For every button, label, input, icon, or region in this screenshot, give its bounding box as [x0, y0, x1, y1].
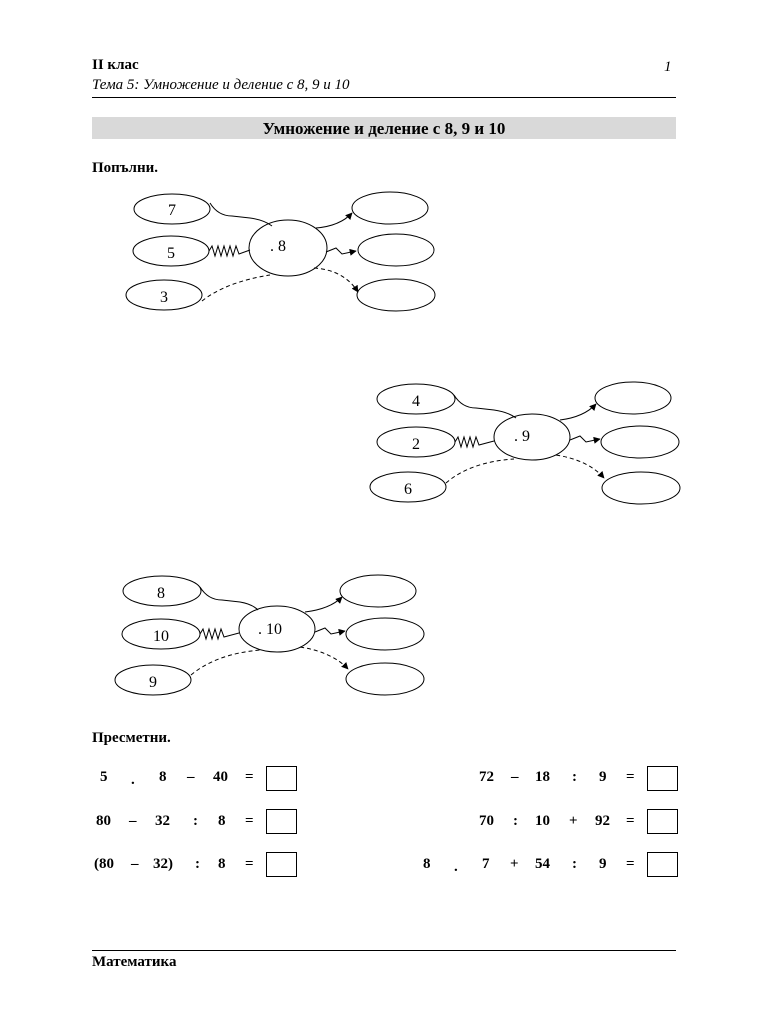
token: 10	[535, 813, 550, 829]
token: 40	[213, 769, 228, 785]
connector-2-3	[446, 459, 514, 483]
token: +	[569, 813, 578, 829]
token: :	[193, 813, 198, 829]
token: –	[131, 856, 139, 872]
token: =	[245, 769, 254, 785]
arrow-3-3	[300, 647, 348, 669]
output-oval-1-3[interactable]	[357, 279, 435, 311]
token: .	[131, 772, 135, 788]
token: =	[626, 769, 635, 785]
arrow-2-3	[556, 455, 604, 478]
token: 32)	[153, 856, 173, 872]
token: =	[245, 813, 254, 829]
output-oval-2-3[interactable]	[602, 472, 680, 504]
arrow-2-1	[560, 404, 596, 420]
token: +	[510, 856, 519, 872]
token: 7	[482, 856, 490, 872]
answer-box-right-1[interactable]	[647, 766, 678, 791]
connector-3-1	[200, 587, 258, 610]
input-value-3-2: 10	[153, 628, 169, 645]
token: :	[572, 769, 577, 785]
token: =	[245, 856, 254, 872]
input-value-1-2: 5	[167, 245, 175, 262]
token: 8	[159, 769, 167, 785]
footer-rule	[92, 950, 676, 951]
token: –	[511, 769, 519, 785]
token: =	[626, 856, 635, 872]
connector-1-1	[210, 203, 272, 226]
output-oval-2-1[interactable]	[595, 382, 671, 414]
page-title: Умножение и деление с 8, 9 и 10	[92, 117, 676, 139]
answer-box-right-3[interactable]	[647, 852, 678, 877]
input-value-1-3: 3	[160, 289, 168, 306]
footer-subject: Математика	[92, 954, 177, 970]
answer-box-left-2[interactable]	[266, 809, 297, 834]
token: 54	[535, 856, 550, 872]
token: =	[626, 813, 635, 829]
operator-label-2: . 9	[514, 428, 530, 445]
connector-2-2	[455, 437, 494, 447]
connector-1-3	[202, 275, 270, 301]
section-calc-heading: Пресметни.	[92, 730, 171, 746]
operator-label-3: . 10	[258, 621, 282, 638]
token: 92	[595, 813, 610, 829]
output-oval-3-2[interactable]	[346, 618, 424, 650]
topic-label: Тема 5: Умножение и деление с 8, 9 и 10	[92, 77, 350, 93]
input-value-2-2: 2	[412, 436, 420, 453]
token: 8	[218, 813, 226, 829]
token: 9	[599, 856, 607, 872]
token: –	[129, 813, 137, 829]
arrow-1-2	[326, 248, 356, 254]
token: .	[454, 859, 458, 875]
output-oval-1-1[interactable]	[352, 192, 428, 224]
arrow-1-3	[314, 268, 358, 292]
arrow-2-2	[570, 436, 600, 442]
token: 70	[479, 813, 494, 829]
answer-box-left-3[interactable]	[266, 852, 297, 877]
answer-box-left-1[interactable]	[266, 766, 297, 791]
token: :	[513, 813, 518, 829]
connector-1-2	[209, 246, 250, 256]
answer-box-right-2[interactable]	[647, 809, 678, 834]
output-oval-3-3[interactable]	[346, 663, 424, 695]
input-value-1-1: 7	[168, 202, 176, 219]
output-oval-2-2[interactable]	[601, 426, 679, 458]
arrow-1-1	[316, 213, 352, 228]
input-value-2-3: 6	[404, 481, 412, 498]
token: 32	[155, 813, 170, 829]
arrow-3-2	[315, 628, 345, 634]
output-oval-1-2[interactable]	[358, 234, 434, 266]
output-oval-3-1[interactable]	[340, 575, 416, 607]
token: 18	[535, 769, 550, 785]
token: 8	[218, 856, 226, 872]
grade-label: II клас	[92, 57, 139, 73]
token: –	[187, 769, 195, 785]
section-fill-heading: Попълни.	[92, 160, 159, 176]
arrow-3-1	[305, 597, 342, 612]
connector-3-2	[200, 629, 239, 639]
token: 5	[100, 769, 108, 785]
token: 80	[96, 813, 111, 829]
operator-oval-2	[494, 414, 570, 460]
page-number: 1	[664, 59, 672, 75]
token: :	[195, 856, 200, 872]
input-value-3-1: 8	[157, 585, 165, 602]
operator-label-1: . 8	[270, 238, 286, 255]
token: 72	[479, 769, 494, 785]
input-value-2-1: 4	[412, 393, 420, 410]
token: (80	[94, 856, 114, 872]
connector-3-3	[191, 650, 260, 675]
input-value-3-3: 9	[149, 674, 157, 691]
token: 8	[423, 856, 431, 872]
token: :	[572, 856, 577, 872]
token: 9	[599, 769, 607, 785]
connector-2-1	[454, 395, 516, 418]
